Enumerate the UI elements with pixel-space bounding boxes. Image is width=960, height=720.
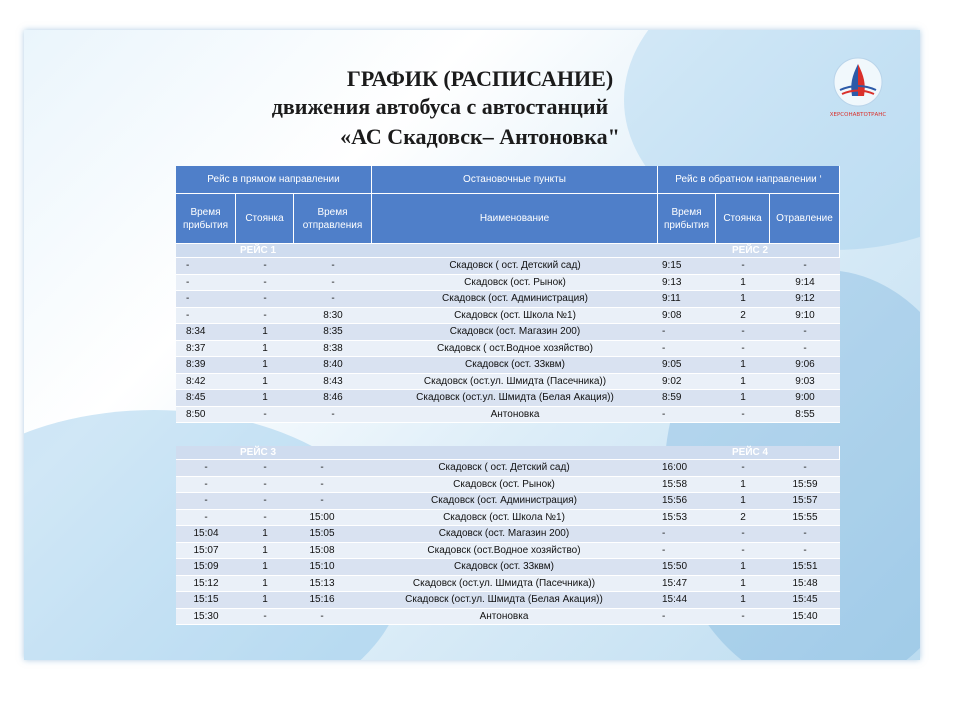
time-cell: - bbox=[204, 478, 208, 490]
page-title bbox=[200, 66, 760, 152]
stop-name: Скадовск (ост. Школа №1) bbox=[443, 511, 565, 523]
time-cell: 1 bbox=[262, 326, 268, 337]
time-cell: 8:30 bbox=[323, 309, 343, 321]
stop-name: Антоновка bbox=[479, 610, 529, 622]
stop-name: Скадовск (ост. Рынок) bbox=[453, 478, 555, 490]
stop-name: Скадовск ( ост. Детский сад) bbox=[438, 462, 570, 473]
time-cell: 15:57 bbox=[792, 495, 818, 506]
title-line-3: «АС Скадовск– Антоновка" bbox=[340, 124, 620, 149]
time-cell: 1 bbox=[262, 528, 268, 539]
header-name: Наименование bbox=[372, 194, 658, 244]
time-cell: - bbox=[662, 610, 666, 622]
time-cell: 15:10 bbox=[309, 561, 335, 572]
time-cell: 8:50 bbox=[186, 408, 206, 420]
time-cell: - bbox=[741, 260, 745, 271]
schedule-table bbox=[176, 166, 840, 640]
time-cell: 1 bbox=[740, 577, 746, 589]
time-cell: - bbox=[662, 326, 666, 337]
time-cell: 8:39 bbox=[186, 359, 206, 370]
time-cell: - bbox=[263, 293, 267, 304]
time-cell: 16:00 bbox=[662, 462, 688, 473]
time-cell: 15:51 bbox=[792, 561, 818, 572]
trip-label-back: РЕЙС 2 bbox=[732, 245, 769, 256]
header-arrival: Время прибытия bbox=[176, 194, 236, 244]
time-cell: 15:05 bbox=[309, 528, 335, 539]
time-cell: 15:08 bbox=[309, 544, 335, 556]
time-cell: - bbox=[320, 495, 324, 506]
time-cell: 1 bbox=[262, 342, 268, 354]
time-cell: - bbox=[662, 544, 666, 556]
time-cell: 15:59 bbox=[792, 478, 818, 490]
time-cell: 1 bbox=[262, 544, 268, 556]
time-cell: - bbox=[803, 260, 807, 271]
time-cell: 15:13 bbox=[309, 577, 335, 589]
time-cell: - bbox=[803, 342, 807, 354]
stop-name: Скадовск ( ост. Детский сад) bbox=[449, 260, 581, 271]
time-cell: - bbox=[263, 511, 267, 523]
time-cell: 1 bbox=[262, 594, 268, 605]
time-cell: 8:35 bbox=[323, 326, 343, 337]
time-cell: - bbox=[204, 462, 208, 473]
header-departure-back: Отравление bbox=[770, 194, 840, 244]
time-cell: - bbox=[320, 610, 324, 622]
trip-label-forward: РЕЙС 1 bbox=[240, 245, 277, 256]
time-cell: - bbox=[186, 293, 190, 304]
stop-name: Скадовск (ост. Магазин 200) bbox=[449, 326, 581, 337]
time-cell: 15:09 bbox=[193, 561, 219, 572]
time-cell: 15:56 bbox=[662, 495, 688, 506]
time-cell: 8:59 bbox=[662, 392, 682, 403]
time-cell: - bbox=[186, 309, 190, 321]
time-cell: - bbox=[662, 528, 666, 539]
time-cell: - bbox=[662, 408, 666, 420]
header-stand-back: Стоянка bbox=[716, 194, 770, 244]
time-cell: - bbox=[331, 408, 335, 420]
time-cell: - bbox=[741, 528, 745, 539]
time-cell: 9:15 bbox=[662, 260, 682, 271]
time-cell: 1 bbox=[740, 375, 746, 387]
time-cell: 9:12 bbox=[795, 293, 815, 304]
time-cell: 15:50 bbox=[662, 561, 688, 572]
time-cell: 15:00 bbox=[309, 511, 335, 523]
trip-label-back: РЕЙС 4 bbox=[732, 447, 769, 458]
time-cell: 1 bbox=[262, 375, 268, 387]
trip-label-forward: РЕЙС 3 bbox=[240, 447, 277, 458]
stop-name: Скадовск (ост.ул. Шмидта (Пасечника)) bbox=[423, 375, 607, 387]
time-cell: - bbox=[320, 462, 324, 473]
time-cell: 1 bbox=[740, 293, 746, 304]
time-cell: 1 bbox=[740, 392, 746, 403]
header-stops: Остановочные пункты bbox=[372, 166, 658, 194]
time-cell: 15:45 bbox=[792, 594, 818, 605]
time-cell: 15:58 bbox=[662, 478, 688, 490]
time-cell: - bbox=[741, 408, 745, 420]
time-cell: 15:48 bbox=[792, 577, 818, 589]
time-cell: 9:13 bbox=[662, 276, 682, 288]
time-cell: - bbox=[803, 326, 807, 337]
time-cell: 8:42 bbox=[186, 375, 206, 387]
time-cell: 8:40 bbox=[323, 359, 343, 370]
time-cell: 1 bbox=[740, 276, 746, 288]
time-cell: 8:46 bbox=[323, 392, 343, 403]
title-line-2: движения автобуса с автостанций bbox=[271, 94, 609, 119]
time-cell: - bbox=[741, 326, 745, 337]
time-cell: 9:05 bbox=[662, 359, 682, 370]
time-cell: 15:04 bbox=[193, 528, 219, 539]
header-stand: Стоянка bbox=[236, 194, 294, 244]
time-cell: 1 bbox=[262, 392, 268, 403]
time-cell: 1 bbox=[262, 577, 268, 589]
time-cell: 1 bbox=[740, 594, 746, 605]
stop-name: Скадовск (ост. Рынок) bbox=[464, 276, 566, 288]
time-cell: 15:47 bbox=[662, 577, 688, 589]
header-departure: Время отправления bbox=[294, 194, 372, 244]
time-cell: 15:15 bbox=[193, 594, 219, 605]
time-cell: 8:43 bbox=[323, 375, 343, 387]
stop-name: Скадовск (ост.ул. Шмидта (Пасечника)) bbox=[412, 577, 596, 589]
time-cell: 9:03 bbox=[795, 375, 815, 387]
time-cell: - bbox=[263, 309, 267, 321]
time-cell: - bbox=[803, 462, 807, 473]
time-cell: - bbox=[263, 610, 267, 622]
header-forward: Рейс в прямом направлении bbox=[176, 166, 372, 194]
stop-name: Скадовск ( ост.Водное хозяйство) bbox=[437, 342, 593, 354]
time-cell: 1 bbox=[740, 495, 746, 506]
time-cell: 15:53 bbox=[662, 511, 688, 523]
time-cell: - bbox=[263, 478, 267, 490]
time-cell: - bbox=[741, 462, 745, 473]
time-cell: - bbox=[263, 276, 267, 288]
header-back: Рейс в обратном направлении ‘ bbox=[658, 166, 840, 194]
time-cell: 1 bbox=[262, 359, 268, 370]
stop-name: Скадовск (ост. Администрация) bbox=[431, 495, 577, 506]
time-cell: - bbox=[331, 260, 335, 271]
time-cell: 8:34 bbox=[186, 326, 206, 337]
stop-name: Скадовск (ост. Магазин 200) bbox=[438, 528, 570, 539]
time-cell: - bbox=[741, 544, 745, 556]
company-logo bbox=[828, 56, 888, 122]
time-cell: 1 bbox=[262, 561, 268, 572]
stop-name: Скадовск (ост.Водное хозяйство) bbox=[427, 544, 581, 556]
time-cell: 2 bbox=[740, 511, 746, 523]
time-cell: - bbox=[331, 276, 335, 288]
time-cell: 8:38 bbox=[323, 342, 343, 354]
time-cell: - bbox=[263, 462, 267, 473]
time-cell: - bbox=[263, 260, 267, 271]
time-cell: 9:00 bbox=[795, 392, 815, 403]
time-cell: - bbox=[662, 342, 666, 354]
stop-name: Скадовск (ост. Школа №1) bbox=[454, 309, 576, 321]
time-cell: 15:30 bbox=[193, 610, 219, 622]
time-cell: - bbox=[204, 511, 208, 523]
time-cell: 15:55 bbox=[792, 511, 818, 523]
stop-name: Скадовск (ост. Администрация) bbox=[442, 293, 588, 304]
time-cell: 8:45 bbox=[186, 392, 206, 403]
time-cell: 1 bbox=[740, 478, 746, 490]
time-cell: - bbox=[204, 495, 208, 506]
header-arrival-back: Время прибытия bbox=[658, 194, 716, 244]
time-cell: 9:14 bbox=[795, 276, 815, 288]
stop-name: Скадовск (ост.ул. Шмидта (Белая Акация)) bbox=[416, 392, 614, 403]
stop-name: Скадовск (ост.ул. Шмидта (Белая Акация)) bbox=[405, 594, 603, 605]
time-cell: - bbox=[263, 495, 267, 506]
stop-name: Скадовск (ост. 33квм) bbox=[454, 561, 554, 572]
time-cell: - bbox=[803, 528, 807, 539]
time-cell: 15:12 bbox=[193, 577, 219, 589]
time-cell: 9:10 bbox=[795, 309, 815, 321]
time-cell: - bbox=[186, 276, 190, 288]
time-cell: - bbox=[320, 478, 324, 490]
time-cell: 9:08 bbox=[662, 309, 682, 321]
time-cell: 2 bbox=[740, 309, 746, 321]
time-cell: 15:07 bbox=[193, 544, 219, 556]
time-cell: - bbox=[741, 342, 745, 354]
time-cell: - bbox=[263, 408, 267, 420]
time-cell: 8:55 bbox=[795, 408, 815, 420]
time-cell: 1 bbox=[740, 359, 746, 370]
time-cell: 9:06 bbox=[795, 359, 815, 370]
time-cell: 8:37 bbox=[186, 342, 206, 354]
time-cell: 1 bbox=[740, 561, 746, 572]
time-cell: - bbox=[186, 260, 190, 271]
time-cell: 9:11 bbox=[662, 293, 681, 304]
time-cell: 15:16 bbox=[309, 594, 335, 605]
time-cell: 15:40 bbox=[792, 610, 818, 622]
title-line-1: ГРАФИК (РАСПИСАНИЕ) bbox=[346, 66, 614, 91]
time-cell: 15:44 bbox=[662, 594, 688, 605]
time-cell: - bbox=[331, 293, 335, 304]
stop-name: Антоновка bbox=[490, 408, 540, 420]
stop-name: Скадовск (ост. 33квм) bbox=[465, 359, 565, 370]
time-cell: - bbox=[741, 610, 745, 622]
time-cell: - bbox=[803, 544, 807, 556]
logo-caption: ХЕРСОНАВТОТРАНС bbox=[829, 112, 887, 118]
time-cell: 9:02 bbox=[662, 375, 682, 387]
